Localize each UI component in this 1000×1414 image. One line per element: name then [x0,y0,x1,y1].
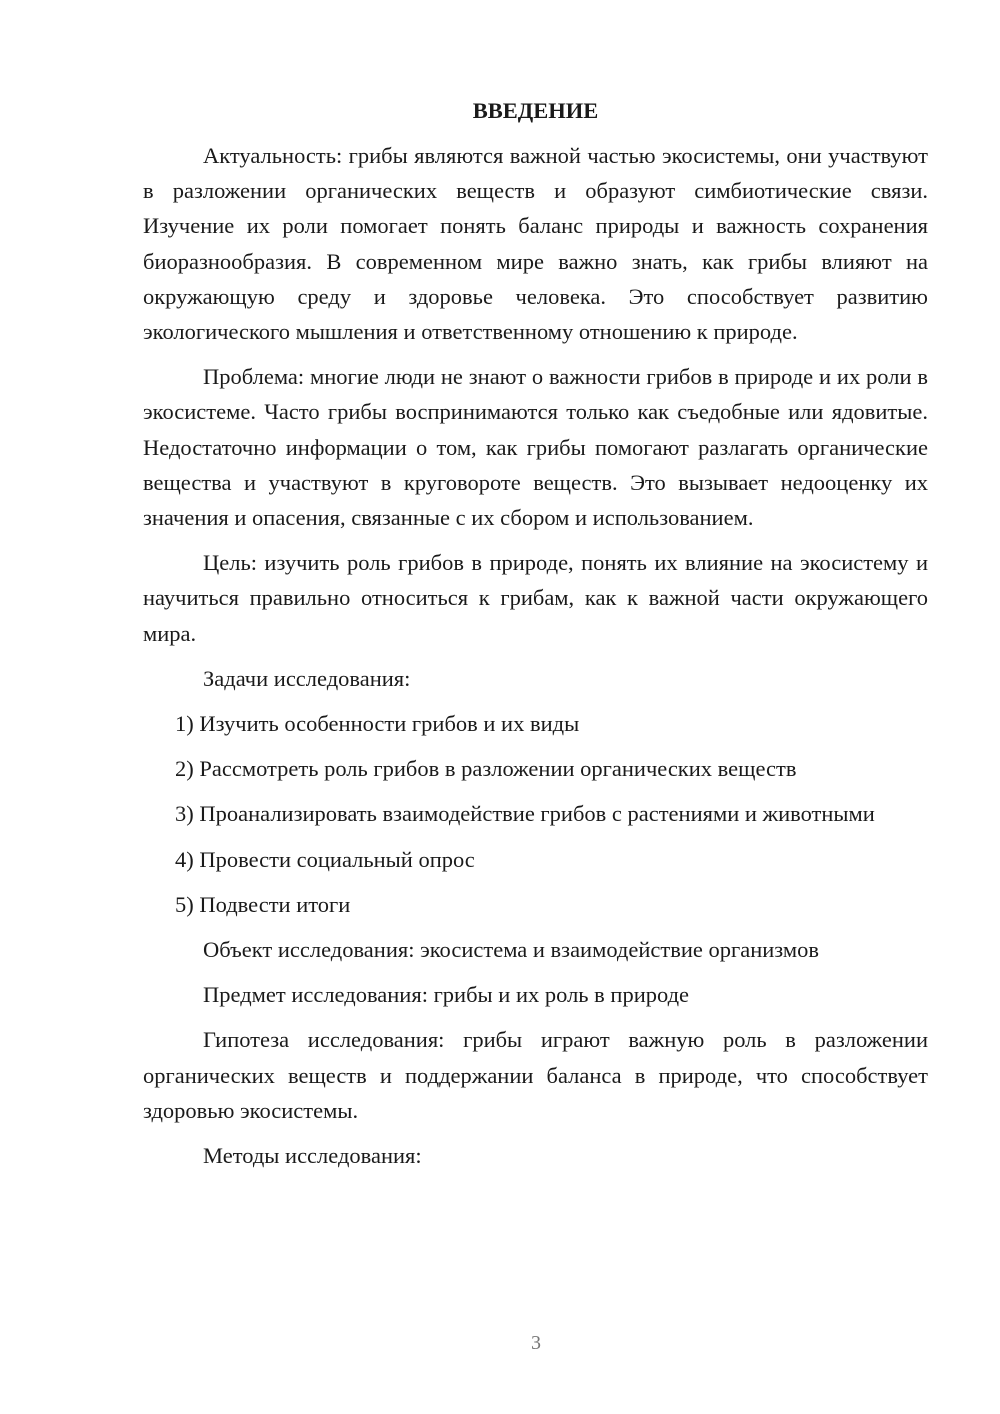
methods-heading: Методы исследования: [203,1143,422,1169]
section-title: ВВЕДЕНИЕ [472,98,599,123]
document-page [143,92,928,1183]
task-item: 1) Изучить особенности грибов и их виды [175,711,580,737]
task-item: 3) Проанализировать взаимодействие грибов с растениями и животными [175,801,875,827]
tasks-heading: Задачи исследования: [203,665,411,691]
hypothesis-paragraph: Гипотеза исследования: грибы играют важную роль в разложении органических веществ и поддержании баланса в природе, что способствует здоровью экосистемы. [143,1027,928,1123]
task-item: 5) Подвести итоги [175,891,351,917]
research-object: Объект исследования: экосистема и взаимодействие организмов [203,937,819,963]
task-item: 4) Провести социальный опрос [175,846,475,872]
page-number: 3 [531,1332,541,1354]
relevance-paragraph: Актуальность: грибы являются важной частью экосистемы, они участвуют в разложении органических веществ и образуют симбиотические связи. Изучение их роли помогает понять баланс природы и важность сохранения биоразнообразия. В современном мире важно знать, как грибы влияют на окружающую среду и здоровье человека. Это способствует развитию экологического мышления и ответственному отношению к природе. [143,143,928,345]
goal-paragraph: Цель: изучить роль грибов в природе, понять их влияние на экосистему и научиться правильно относиться к грибам, как к важной части окружающего мира. [143,550,928,646]
task-item: 2) Рассмотреть роль грибов в разложении органических веществ [175,756,797,782]
problem-paragraph: Проблема: многие люди не знают о важности грибов в природе и их роли в экосистеме. Часто грибы воспринимаются только как съедобные или ядовитые. Недостаточно информации о том, как грибы помогают разлагать органические вещества и участвуют в круговороте веществ. Это вызывает недооценку их значения и опасения, связанные с их сбором и использованием. [143,364,928,531]
research-subject: Предмет исследования: грибы и их роль в природе [203,982,690,1008]
